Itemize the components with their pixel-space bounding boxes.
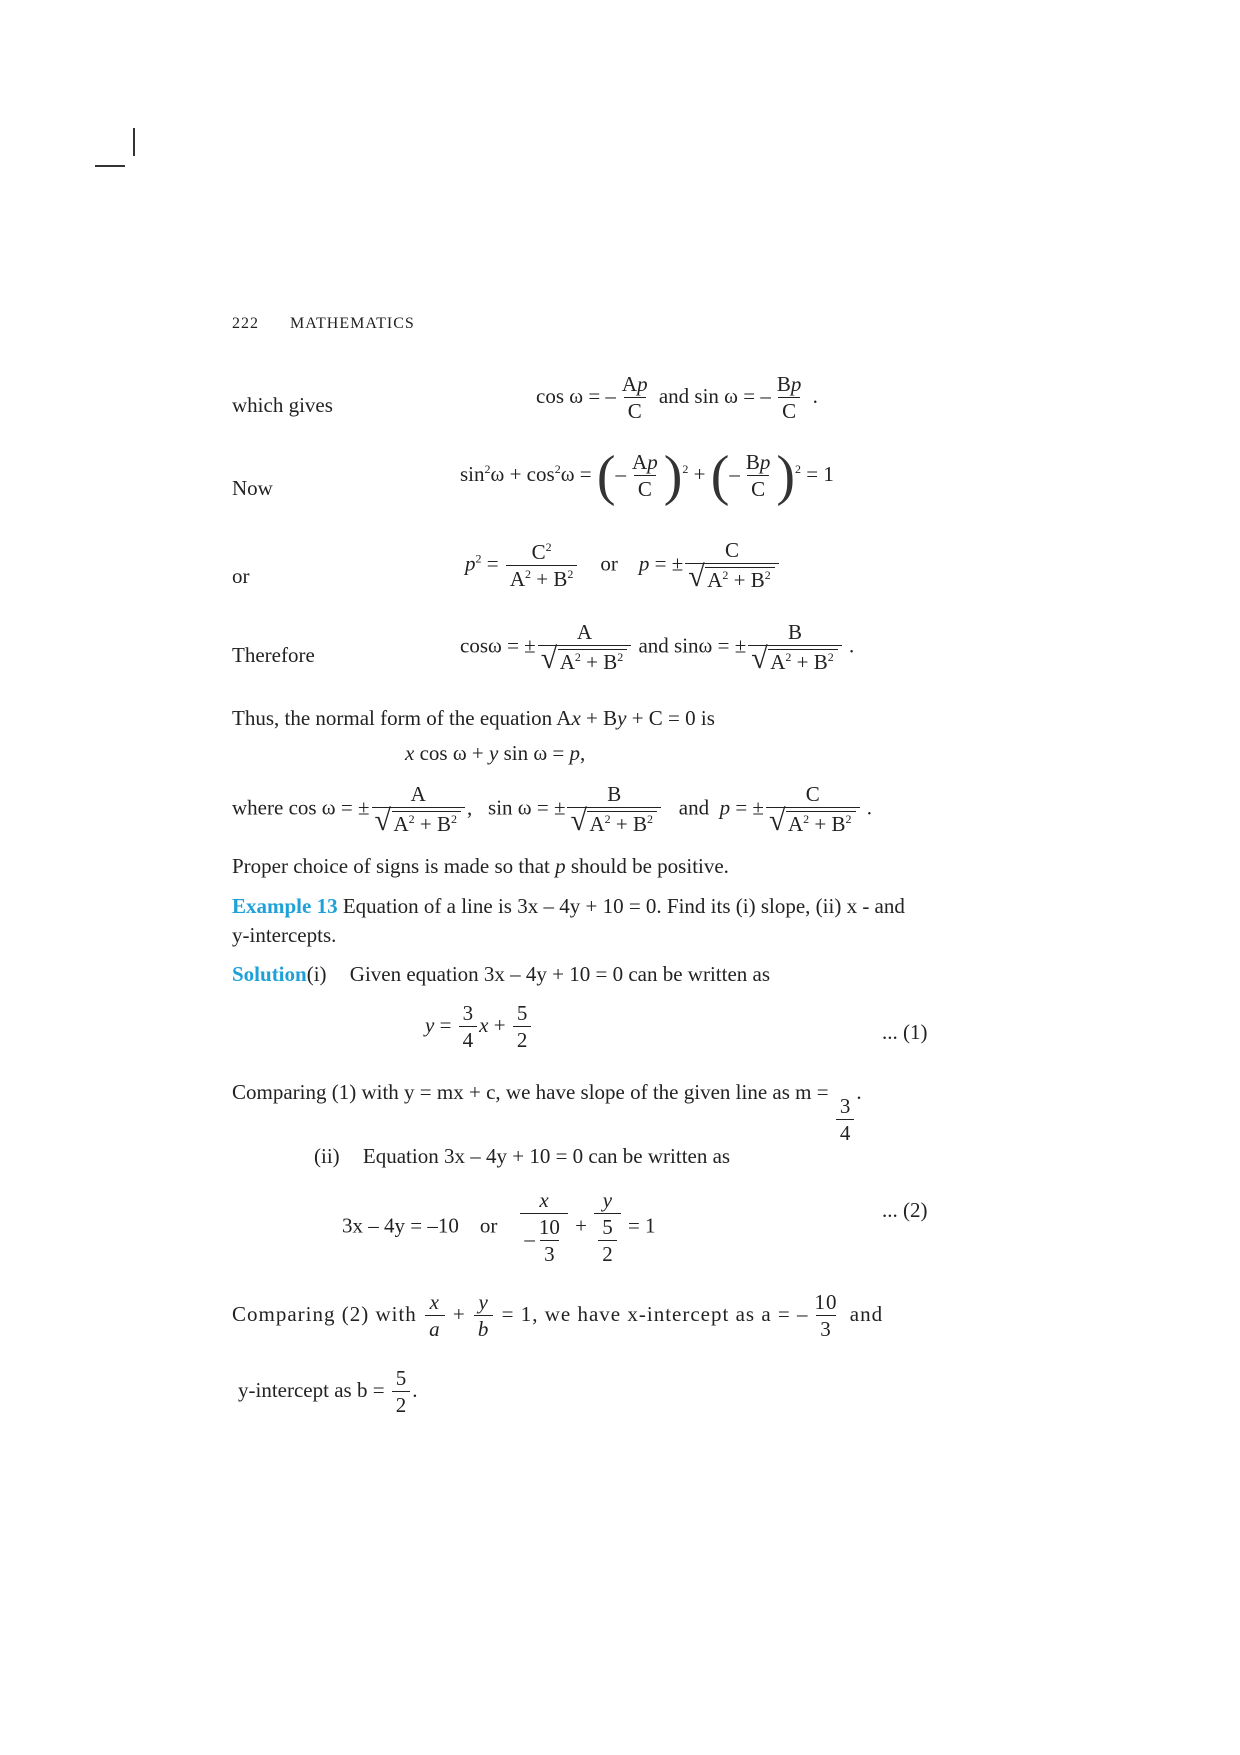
example-label: Example 13 [232, 894, 338, 918]
running-title: MATHEMATICS [290, 315, 415, 332]
compare-2-sentence: Comparing (2) with $\frac{x}{a}$ + $\frac{y}{b}$ = 1, we have x-intercept as a = – $\frac{10}{3}$ and [232, 1290, 884, 1341]
proper-choice-sentence: Proper choice of signs is made so that p should be positive. [232, 854, 729, 878]
equation-2-tag: ... (2) [882, 1198, 928, 1222]
label-or: or [232, 564, 250, 588]
crop-mark-vertical [133, 128, 135, 156]
equation-cos-sin-omega: cos ω = – $\frac{Ap}{C}$ and sin ω = – $\frac{Bp}{C}$ . [536, 372, 818, 423]
label-therefore: Therefore [232, 643, 315, 667]
example-text: Equation of a line is 3x – 4y + 10 = 0. Find its (i) slope, (ii) x - and [342, 894, 905, 918]
example-13 [232, 896, 905, 917]
equation-1-tag: ... (1) [882, 1020, 928, 1044]
equation-p: $p^2$ = $\frac{C^2}{A^2 + B^2}$ or p = ± C √ $A^2 + B^2$ [465, 540, 781, 591]
page-number: 222 [232, 315, 259, 332]
label-which-gives: which gives [232, 393, 333, 417]
equation-2: 3x – 4y = –10 or x – $\frac{10}{3}$ + $\frac{y}{\frac{5}{2}}$ = 1 [342, 1188, 656, 1266]
compare-1-sentence: Comparing (1) with y = mx + c, we have slope of the given line as m = $\frac{3}{4}$ . [232, 1080, 862, 1145]
label-now: Now [232, 476, 273, 500]
solution-part-ii: (ii) Equation 3x – 4y + 10 = 0 can be written as [314, 1144, 731, 1168]
example-text-line2: y-intercepts. [232, 923, 337, 947]
page-header [232, 315, 415, 333]
normal-form-intro: Thus, the normal form of the equation Ax + By + C = 0 is [232, 706, 715, 730]
equation-normal-form: x cos ω + y sin ω = p, [405, 741, 586, 765]
y-intercept-sentence: y-intercept as b = $\frac{5}{2}$ . [238, 1366, 418, 1417]
solution-part-i: Solution(i) Given equation 3x – 4y + 10 = 0 can be written as [232, 962, 771, 986]
equation-cos-sin-final: cosω = ± A √ $A^2 + B^2$ and sinω = ± B √ $A^2 + B^2$ . [460, 622, 854, 673]
solution-label: Solution [232, 962, 307, 986]
equation-where: where cos ω = ± A √ $A^2 + B^2$ , sin ω = ± B √ $A^2 + B^2$ and p = ± C √ $A^2 + B^2$ . [232, 784, 872, 835]
equation-identity: $\sin^2\omega + \cos^2\omega$ = (– $\frac{Ap}{C}$ )$^2$ + (– $\frac{Bp}{C}$ )$^2$ = 1 [460, 445, 834, 507]
crop-mark-horizontal [95, 165, 125, 167]
equation-1: y = $\frac{3}{4}$ x + $\frac{5}{2}$ [425, 1003, 533, 1051]
